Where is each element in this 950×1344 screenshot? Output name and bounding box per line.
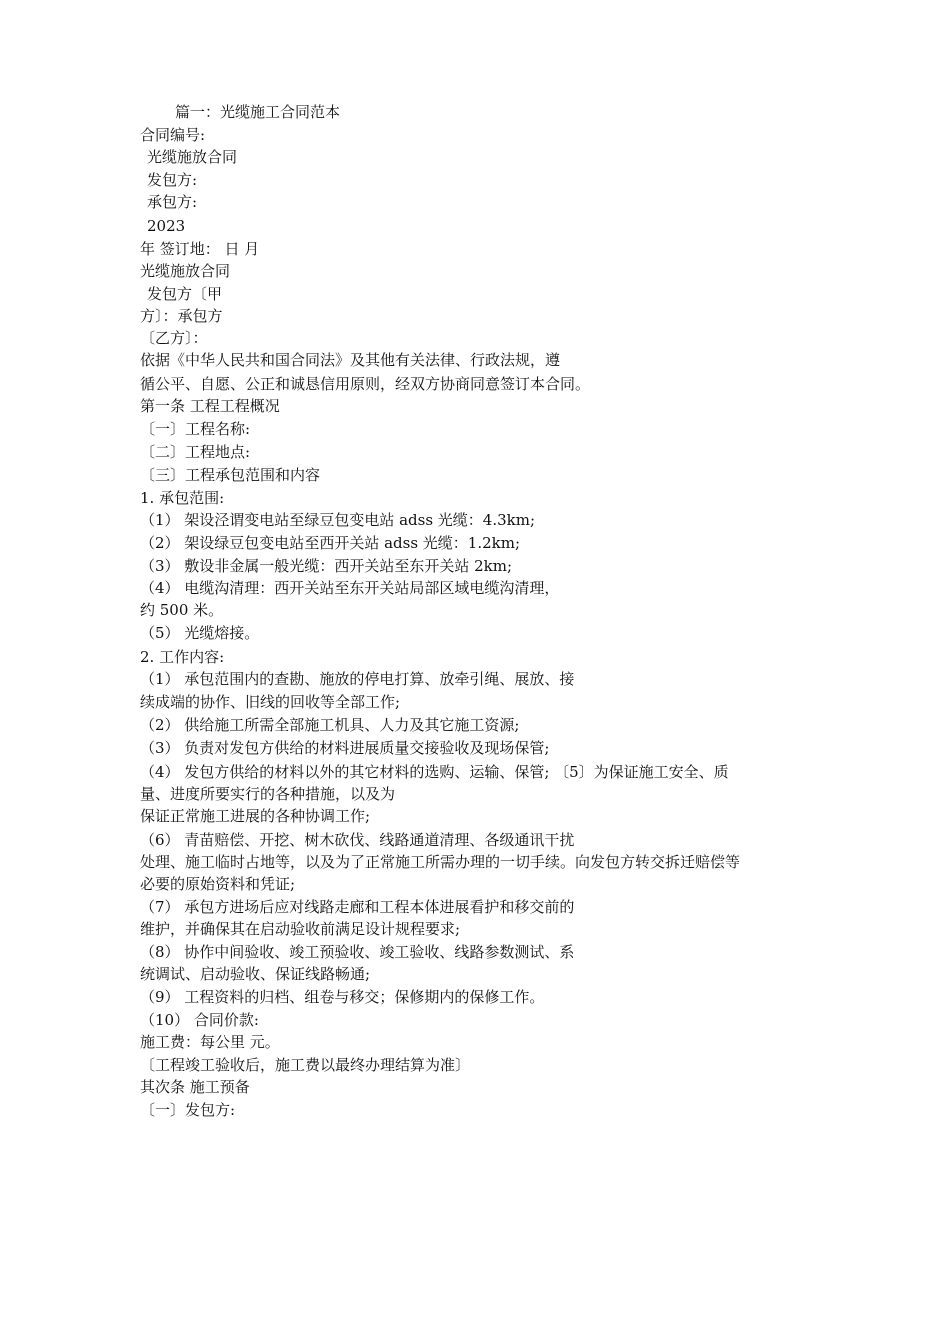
list-item: （6） 青苗赔偿、开挖、树木砍伐、线路通道清理、各级通讯干扰	[140, 831, 575, 849]
text-line: 合同编号:	[140, 126, 206, 144]
text-line: 光缆施放合同	[147, 148, 238, 166]
text-line: 光缆施放合同	[140, 262, 231, 280]
text-line: 〔二〕工程地点:	[140, 443, 251, 461]
text-line: 承包方:	[147, 193, 198, 211]
list-item: （9） 工程资料的归档、组卷与移交；保修期内的保修工作。	[140, 988, 545, 1006]
list-item: （1） 架设泾谓变电站至绿豆包变电站 adss 光缆：4.3km;	[140, 511, 536, 529]
section-heading: 其次条 施工预备	[140, 1078, 250, 1096]
text-line: 年 签订地： 日 月	[140, 240, 260, 258]
text-line: 依据《中华人民共和国合同法》及其他有关法律、行政法规，遵	[140, 351, 561, 369]
text-line: 发包方:	[147, 171, 198, 189]
list-item: （4） 电缆沟清理：西开关站至东开关站局部区域电缆沟清理，	[140, 579, 560, 597]
text-line: 处理、施工临时占地等，以及为了正常施工所需办理的一切手续。向发包方转交拆迁赔偿等	[140, 853, 741, 871]
text-line: 续成端的协作、旧线的回收等全部工作;	[140, 693, 401, 711]
list-item: （3） 敷设非金属一般光缆：西开关站至东开关站 2km;	[140, 557, 512, 575]
text-line: 施工费：每公里 元。	[140, 1033, 280, 1051]
list-item: （4） 发包方供给的材料以外的其它材料的选购、运输、保管; 〔5〕为保证施工安全、质	[140, 763, 729, 781]
text-line: 〔一〕工程名称:	[140, 420, 251, 438]
list-item: （5） 光缆熔接。	[140, 624, 260, 642]
text-line: 〔乙方〕：	[140, 329, 208, 347]
list-item: （1） 承包范围内的查勘、施放的停电打算、放牵引绳、展放、接	[140, 670, 575, 688]
text-line: 〔一〕发包方:	[140, 1101, 236, 1119]
section-heading: 第一条 工程工程概况	[140, 397, 280, 415]
text-line: 〔三〕工程承包范围和内容	[140, 466, 321, 484]
list-item: （3） 负责对发包方供给的材料进展质量交接验收及现场保管;	[140, 739, 550, 757]
list-item: （2） 供给施工所需全部施工机具、人力及其它施工资源;	[140, 716, 520, 734]
text-line: 维护，并确保其在启动验收前满足设计规程要求;	[140, 920, 461, 938]
text-line: 必要的原始资料和凭证;	[140, 875, 296, 893]
text-line: 1. 承包范围:	[140, 489, 225, 507]
text-line: 约 500 米。	[140, 601, 224, 619]
text-line: 循公平、自愿、公正和诚恳信用原则，经双方协商同意签订本合同。	[140, 375, 591, 393]
text-line: 2023	[147, 217, 186, 235]
text-line: 方〕：承包方	[140, 307, 223, 325]
text-line: 〔工程竣工验收后，施工费以最终办理结算为准〕	[140, 1056, 471, 1074]
text-line: 发包方〔甲	[147, 285, 223, 303]
document-title: 篇一：光缆施工合同范本	[175, 103, 341, 121]
list-item: （7） 承包方进场后应对线路走廊和工程本体进展看护和移交前的	[140, 898, 575, 916]
list-item: （2） 架设绿豆包变电站至西开关站 adss 光缆：1.2km;	[140, 534, 521, 552]
text-line: 2. 工作内容:	[140, 648, 225, 666]
text-line: 统调试、启动验收、保证线路畅通;	[140, 965, 371, 983]
list-item: （10） 合同价款:	[140, 1011, 259, 1029]
list-item: （8） 协作中间验收、竣工预验收、竣工验收、线路参数测试、系	[140, 943, 575, 961]
text-line: 保证正常施工进展的各种协调工作;	[140, 807, 371, 825]
text-line: 量、进度所要实行的各种措施，以及为	[140, 785, 396, 803]
